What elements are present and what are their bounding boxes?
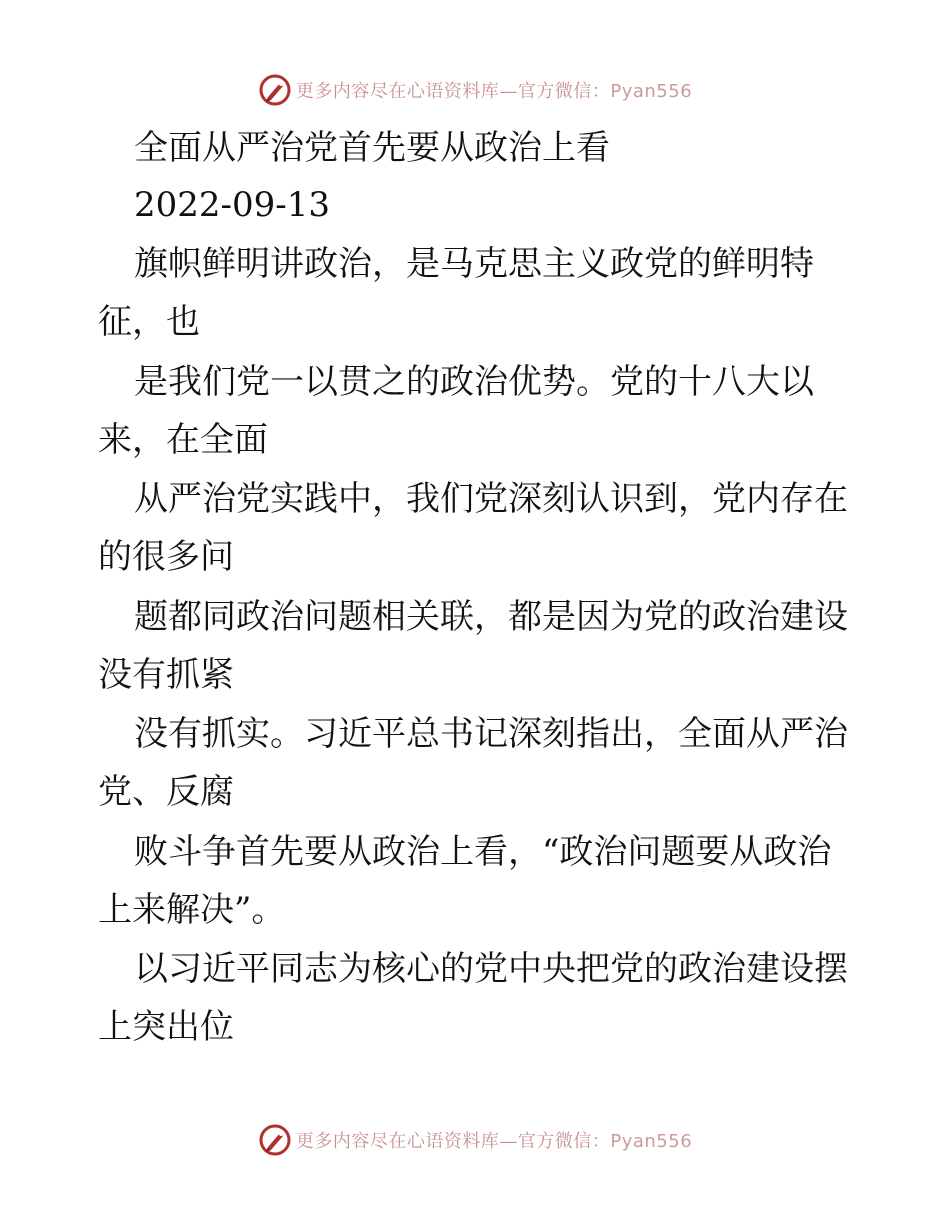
paragraph-line: 党、反腐: [98, 772, 234, 812]
watermark-id: Pyan556: [610, 81, 693, 102]
paragraph-line: 以习近平同志为核心的党中央把党的政治建设摆: [134, 949, 848, 989]
paragraph-line: 上突出位: [98, 1007, 234, 1047]
paragraph-line: 没有抓实。习近平总书记深刻指出，全面从严治: [134, 714, 848, 754]
paragraph-line: 是我们党一以贯之的政治优势。党的十八大以: [134, 362, 814, 402]
paragraph-line: 败斗争首先要从政治上看，“政治问题要从政治: [134, 832, 832, 872]
paragraph-line: 从严治党实践中，我们党深刻认识到，党内存在: [134, 479, 848, 519]
watermark-text: 更多内容尽在心语资料库—官方微信：Pyan556: [295, 1131, 693, 1152]
paragraph-line: 上来解决”。: [98, 890, 286, 930]
watermark-text: 更多内容尽在心语资料库—官方微信：Pyan556: [295, 81, 693, 102]
red-pen-seal-icon: [258, 1123, 292, 1157]
paragraph-line: 题都同政治问题相关联，都是因为党的政治建设: [134, 597, 848, 637]
paragraph-line: 旗帜鲜明讲政治，是马克思主义政党的鲜明特: [134, 244, 814, 284]
paragraph-line: 的很多问: [98, 537, 234, 577]
document-date: 2022-09-13: [134, 185, 331, 225]
watermark-id: Pyan556: [610, 1131, 693, 1152]
paragraph-line: 没有抓紧: [98, 655, 234, 695]
paragraph-line: 征，也: [98, 302, 200, 342]
footer-watermark: [0, 1120, 950, 1160]
document-title: 全面从严治党首先要从政治上看: [134, 128, 610, 168]
paragraph-line: 来，在全面: [98, 420, 268, 460]
